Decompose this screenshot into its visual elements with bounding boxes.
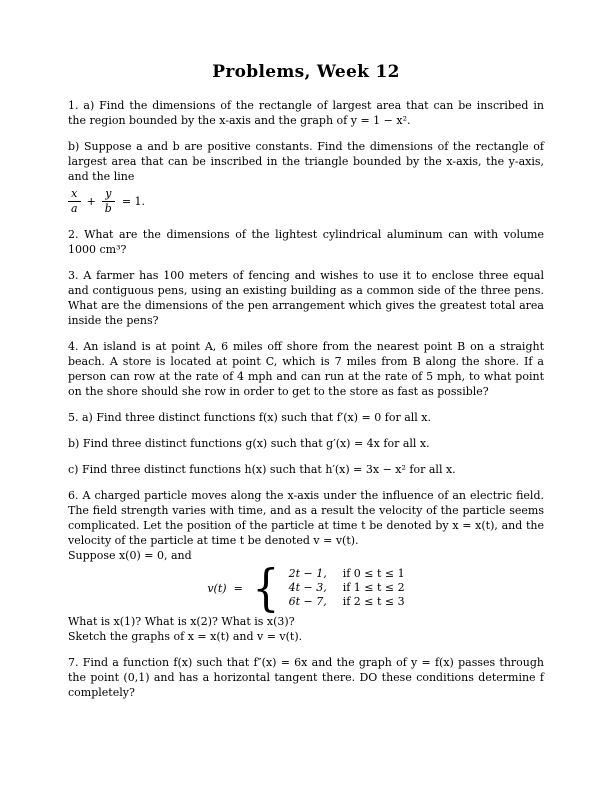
problem-7-text: 7. Find a function f(x) such that f″(x) = 6x and the graph of y = f(x) passes through the point (0,1) and has a horizontal tangent there. DO these conditions determine f completely? bbox=[68, 656, 544, 699]
case-expression: 2t − 1, bbox=[288, 567, 327, 580]
displayed-equation-line bbox=[68, 188, 544, 215]
fraction-denominator: b bbox=[102, 201, 115, 215]
problem-3-text: 3. A farmer has 100 meters of fencing and wishes to use it to enclose three equal and contiguous pens, using an existing building as a common side of the three pens. What are the dimensions of the pen arrangement which gives the greatest total area inside the pens? bbox=[68, 269, 544, 327]
case-expression: 6t − 7, bbox=[288, 595, 327, 608]
equals-one-text: = 1. bbox=[121, 194, 146, 208]
problem-6-questions-text: What is x(1)? What is x(2)? What is x(3)? bbox=[68, 615, 295, 628]
fraction-numerator: y bbox=[105, 187, 112, 200]
case-condition: if 2 ≤ t ≤ 3 bbox=[342, 595, 405, 608]
piecewise-cases bbox=[289, 567, 405, 609]
problem-5b-text: b) Find three distinct functions g(x) such that g′(x) = 4x for all x. bbox=[68, 437, 430, 450]
piecewise-function-definition bbox=[68, 559, 544, 617]
fraction-x-over-a bbox=[68, 188, 81, 215]
case-condition: if 1 ≤ t ≤ 2 bbox=[342, 581, 405, 594]
fraction-y-over-b bbox=[102, 188, 115, 215]
plus-operator: + bbox=[86, 194, 96, 208]
problem-4-text: 4. An island is at point A, 6 miles off shore from the nearest point B on a straight beach. A store is located at point C, which is 7 miles from B along the shore. If a person can row at the rate of 4 mph and can run at the rate of 5 mph, to what point on the shore should she row in order to get to the store as fast as possible? bbox=[68, 340, 544, 398]
case-condition: if 0 ≤ t ≤ 1 bbox=[342, 567, 405, 580]
case-expression: 4t − 3, bbox=[288, 581, 327, 594]
problem-6-sketch-text: Sketch the graphs of x = x(t) and v = v(t). bbox=[68, 630, 303, 643]
left-brace-glyph: { bbox=[252, 559, 280, 617]
fraction-denominator: a bbox=[68, 201, 81, 215]
problem-1b-text: b) Suppose a and b are positive constants. Find the dimensions of the rectangle of largest area that can be inscribed in the triangle bounded by the x-axis, the y-axis, and the line bbox=[68, 140, 544, 183]
equals-sign: = bbox=[233, 581, 243, 595]
problem-2-text: 2. What are the dimensions of the lightest cylindrical aluminum can with volume 1000 cm³? bbox=[68, 228, 544, 256]
problem-6-suppose-text: Suppose x(0) = 0, and bbox=[68, 549, 192, 562]
problem-6-intro-text: 6. A charged particle moves along the x-axis under the influence of an electric field. The field strength varies with time, and as a result the velocity of the particle seems complicated. Let the position of the particle at time t be denoted by x = x(t), and the velocity of the particle at time t be denoted v = v(t). bbox=[68, 489, 544, 547]
fraction-numerator: x bbox=[71, 187, 78, 200]
page-title: Problems, Week 12 bbox=[212, 62, 400, 82]
problem-5c-text: c) Find three distinct functions h(x) such that h′(x) = 3x − x² for all x. bbox=[68, 463, 456, 476]
problem-1a-text: 1. a) Find the dimensions of the rectangle of largest area that can be inscribed in the region bounded by the x-axis and the graph of y = 1 − x². bbox=[68, 99, 544, 127]
velocity-function-lhs: v(t) bbox=[207, 581, 227, 595]
problem-5a-text: 5. a) Find three distinct functions f(x) such that f′(x) = 0 for all x. bbox=[68, 411, 431, 424]
